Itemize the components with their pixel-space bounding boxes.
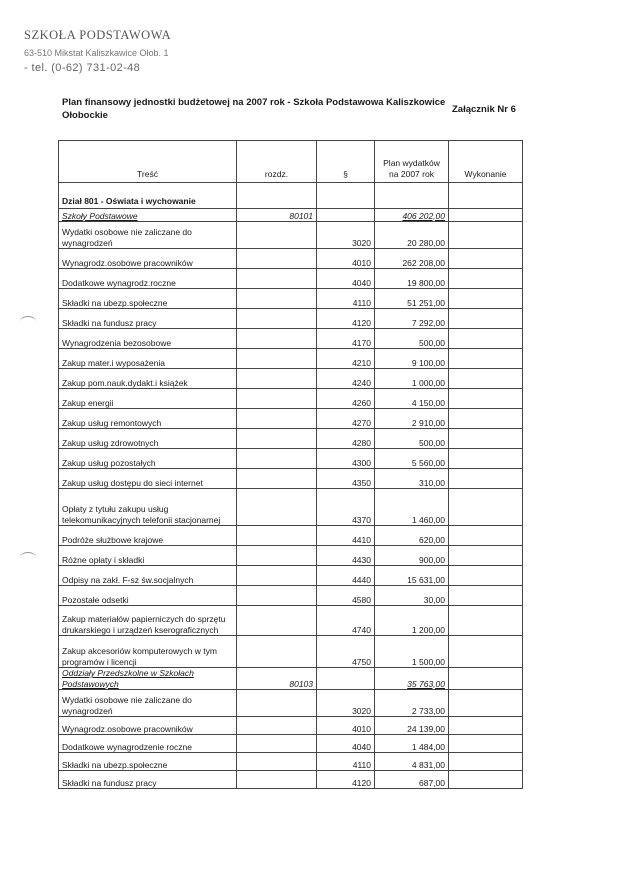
cell-plan-text: 900,00: [419, 554, 445, 565]
cell-rozdz: [237, 289, 317, 309]
cell-paragraf-text: 4350: [352, 477, 371, 488]
cell-paragraf-text: 4750: [352, 656, 371, 667]
school-phone: - tel. (0-62) 731-02-48: [24, 62, 141, 74]
cell-paragraf: [317, 222, 375, 249]
table-row: [59, 289, 523, 309]
annex-label: Załącznik Nr 6: [452, 104, 516, 115]
cell-paragraf-text: 4120: [352, 317, 371, 328]
cell-wykonanie: [449, 222, 523, 249]
cell-tresc-text: Dodatkowe wynagrodzenie roczne: [62, 741, 192, 752]
cell-wykonanie: [449, 209, 523, 222]
cell-wykonanie: [449, 269, 523, 289]
cell-plan: [375, 329, 449, 349]
cell-rozdz: [237, 489, 317, 526]
cell-plan-text: 15 631,00: [407, 574, 445, 585]
cell-plan: [375, 429, 449, 449]
cell-plan: [375, 209, 449, 222]
cell-paragraf-text: 4370: [352, 514, 371, 525]
cell-wykonanie: [449, 389, 523, 409]
cell-tresc: [59, 606, 237, 636]
cell-tresc-text: Składki na ubezp.społeczne: [62, 759, 168, 770]
cell-paragraf: [317, 566, 375, 586]
cell-plan: [375, 249, 449, 269]
cell-wykonanie: [449, 526, 523, 546]
cell-paragraf-text: 3020: [352, 237, 371, 248]
cell-paragraf: [317, 329, 375, 349]
table-row: [59, 329, 523, 349]
cell-wykonanie: [449, 586, 523, 606]
cell-plan-text: 7 292,00: [411, 317, 445, 328]
cell-tresc: [59, 717, 237, 735]
cell-plan: [375, 771, 449, 789]
cell-tresc: [59, 469, 237, 489]
table-row: [59, 369, 523, 389]
cell-plan: [375, 690, 449, 717]
cell-tresc-text: Składki na ubezp.społeczne: [62, 297, 168, 308]
cell-tresc-text: Składki na fundusz pracy: [62, 777, 157, 788]
cell-plan: [375, 369, 449, 389]
cell-plan-text: 30,00: [423, 594, 445, 605]
cell-wykonanie: [449, 690, 523, 717]
cell-plan: [375, 668, 449, 690]
cell-plan-text: 5 560,00: [411, 457, 445, 468]
cell-wykonanie: [449, 469, 523, 489]
cell-paragraf-text: 4260: [352, 397, 371, 408]
table-row: [59, 269, 523, 289]
cell-paragraf: [317, 771, 375, 789]
cell-wykonanie: [449, 369, 523, 389]
cell-plan: [375, 753, 449, 771]
cell-tresc: [59, 209, 237, 222]
cell-rozdz: [237, 526, 317, 546]
cell-rozdz: [237, 369, 317, 389]
budget-table: [58, 140, 523, 789]
cell-tresc-text: Wynagrodz.osobowe pracowników: [62, 257, 193, 268]
cell-wykonanie: [449, 606, 523, 636]
cell-paragraf: [317, 753, 375, 771]
table-row: [59, 429, 523, 449]
cell-plan: [375, 546, 449, 566]
cell-paragraf-text: 4010: [352, 257, 371, 268]
cell-wykonanie: [449, 249, 523, 269]
header-wykonanie: Wykonanie: [449, 141, 523, 183]
cell-tresc: [59, 389, 237, 409]
cell-rozdz: [237, 329, 317, 349]
table-header-row: [59, 141, 523, 183]
table-row: [59, 636, 523, 668]
table-row: [59, 771, 523, 789]
cell-tresc-text: Wynagrodz.osobowe pracowników: [62, 723, 193, 734]
table-row: [59, 606, 523, 636]
cell-rozdz: [237, 449, 317, 469]
cell-tresc: [59, 289, 237, 309]
cell-plan-text: 500,00: [419, 437, 445, 448]
table-row: [59, 469, 523, 489]
cell-wykonanie: [449, 183, 523, 209]
cell-paragraf-text: 4280: [352, 437, 371, 448]
cell-tresc-text: Szkoły Podstawowe: [62, 210, 138, 221]
table-row: [59, 566, 523, 586]
cell-paragraf-text: 4430: [352, 554, 371, 565]
cell-plan: [375, 409, 449, 429]
cell-wykonanie: [449, 489, 523, 526]
cell-tresc: [59, 566, 237, 586]
cell-paragraf: [317, 249, 375, 269]
cell-paragraf-text: 3020: [352, 705, 371, 716]
school-address: 63-510 Mikstat Kaliszkawice Ołob. 1: [24, 48, 169, 58]
cell-wykonanie: [449, 309, 523, 329]
cell-tresc: [59, 636, 237, 668]
cell-paragraf-text: 4240: [352, 377, 371, 388]
cell-rozdz: [237, 586, 317, 606]
cell-wykonanie: [449, 449, 523, 469]
cell-tresc: [59, 249, 237, 269]
school-stamp: [24, 28, 171, 74]
cell-paragraf: [317, 309, 375, 329]
cell-plan: [375, 183, 449, 209]
cell-paragraf-text: 4170: [352, 337, 371, 348]
cell-rozdz: [237, 389, 317, 409]
cell-tresc-text: Zakup usług remontowych: [62, 417, 162, 428]
cell-tresc: [59, 668, 237, 690]
cell-tresc: [59, 735, 237, 753]
cell-rozdz: [237, 606, 317, 636]
punch-mark: [20, 552, 36, 563]
cell-plan-text: 24 139,00: [407, 723, 445, 734]
cell-paragraf: [317, 429, 375, 449]
cell-wykonanie: [449, 735, 523, 753]
cell-paragraf: [317, 289, 375, 309]
cell-tresc-text: Zakup usług zdrowotnych: [62, 437, 159, 448]
cell-paragraf: [317, 183, 375, 209]
cell-paragraf-text: 4110: [352, 759, 371, 770]
cell-tresc-text: Składki na fundusz pracy: [62, 317, 157, 328]
cell-rozdz-text: 80103: [289, 678, 313, 689]
cell-tresc-text: Pozostałe odsetki: [62, 594, 129, 605]
cell-paragraf: [317, 449, 375, 469]
cell-plan: [375, 222, 449, 249]
cell-tresc-text: Zakup mater.i wyposażenia: [62, 357, 165, 368]
cell-plan-text: 2 733,00: [411, 705, 445, 716]
cell-paragraf-text: 4580: [352, 594, 371, 605]
table-row: [59, 249, 523, 269]
cell-tresc-text: Wynagrodzenia bezosobowe: [62, 337, 172, 348]
cell-tresc: [59, 526, 237, 546]
table-row: [59, 753, 523, 771]
table-row: [59, 349, 523, 369]
cell-tresc: [59, 349, 237, 369]
table-row: [59, 586, 523, 606]
chapter-row: [59, 209, 523, 222]
cell-plan: [375, 389, 449, 409]
cell-plan: [375, 566, 449, 586]
cell-paragraf: [317, 586, 375, 606]
cell-paragraf: [317, 735, 375, 753]
cell-paragraf: [317, 636, 375, 668]
cell-paragraf: [317, 409, 375, 429]
cell-paragraf-text: 4210: [352, 357, 371, 368]
cell-rozdz: [237, 409, 317, 429]
cell-tresc-text: Zakup usług dostępu do sieci internet: [62, 477, 203, 488]
cell-paragraf: [317, 526, 375, 546]
cell-paragraf-text: 4410: [352, 534, 371, 545]
table-row: [59, 735, 523, 753]
cell-paragraf-text: 4740: [352, 624, 371, 635]
cell-tresc-text: Opłaty z tytułu zakupu usług telekomunikacyjnych telefonii stacjonarnej: [62, 504, 221, 525]
cell-wykonanie: [449, 546, 523, 566]
cell-paragraf-text: 4120: [352, 777, 371, 788]
cell-tresc-text: Zakup pom.nauk.dydakt.i książek: [62, 377, 188, 388]
chapter-row: [59, 668, 523, 690]
cell-tresc: [59, 369, 237, 389]
cell-wykonanie: [449, 409, 523, 429]
cell-tresc: [59, 183, 237, 209]
cell-plan-text: 406 202,00: [402, 210, 445, 221]
punch-mark: [20, 316, 36, 327]
cell-tresc: [59, 269, 237, 289]
cell-paragraf-text: 4440: [352, 574, 371, 585]
cell-plan-text: 9 100,00: [411, 357, 445, 368]
cell-wykonanie: [449, 771, 523, 789]
cell-tresc-text: Zakup materiałów papierniczych do sprzętu drukarskiego i urządzeń kserograficznych: [62, 614, 226, 635]
cell-paragraf-text: 4110: [352, 297, 371, 308]
document-title: Plan finansowy jednostki budżetowej na 2007 rok - Szkoła Podstawowa Kaliszkowice Ołobockie: [62, 97, 446, 121]
cell-rozdz: [237, 668, 317, 690]
cell-paragraf: [317, 389, 375, 409]
cell-plan-text: 1 500,00: [411, 656, 445, 667]
cell-tresc: [59, 771, 237, 789]
cell-plan-text: 20 280,00: [407, 237, 445, 248]
cell-tresc-text: Odpisy na zakł. F-sz św.socjalnych: [62, 574, 194, 585]
cell-plan-text: 4 831,00: [411, 759, 445, 770]
cell-rozdz: [237, 222, 317, 249]
cell-wykonanie: [449, 717, 523, 735]
cell-plan: [375, 526, 449, 546]
table-row: [59, 222, 523, 249]
cell-wykonanie: [449, 289, 523, 309]
header-rozdz: rozdz.: [237, 141, 317, 183]
cell-tresc: [59, 329, 237, 349]
cell-paragraf: [317, 369, 375, 389]
table-row: [59, 449, 523, 469]
table-row: [59, 309, 523, 329]
cell-tresc: [59, 309, 237, 329]
cell-rozdz: [237, 269, 317, 289]
cell-wykonanie: [449, 329, 523, 349]
cell-tresc-text: Zakup akcesoriów komputerowych w tym programów i licencji: [62, 646, 217, 667]
cell-rozdz: [237, 753, 317, 771]
cell-paragraf: [317, 269, 375, 289]
cell-rozdz: [237, 735, 317, 753]
cell-rozdz: [237, 469, 317, 489]
cell-tresc-text: Oddziały Przedszkolne w Szkołach Podstawowych: [62, 668, 194, 689]
cell-plan-text: 51 251,00: [407, 297, 445, 308]
cell-rozdz: [237, 429, 317, 449]
cell-tresc-text: Zakup energii: [62, 397, 114, 408]
section-row: [59, 183, 523, 209]
cell-plan-text: 500,00: [419, 337, 445, 348]
cell-tresc-text: Wydatki osobowe nie zaliczane do wynagrodzeń: [62, 695, 192, 716]
cell-rozdz: [237, 717, 317, 735]
cell-tresc: [59, 429, 237, 449]
cell-paragraf-text: 4270: [352, 417, 371, 428]
cell-rozdz: [237, 183, 317, 209]
cell-rozdz: [237, 349, 317, 369]
cell-plan: [375, 289, 449, 309]
cell-plan: [375, 449, 449, 469]
cell-rozdz: [237, 771, 317, 789]
cell-plan-text: 35 763,00: [407, 678, 445, 689]
cell-tresc: [59, 409, 237, 429]
cell-paragraf: [317, 606, 375, 636]
cell-tresc-text: Wydatki osobowe nie zaliczane do wynagrodzeń: [62, 227, 192, 248]
cell-rozdz: [237, 566, 317, 586]
cell-rozdz: [237, 309, 317, 329]
cell-plan-text: 310,00: [419, 477, 445, 488]
cell-plan-text: 262 208,00: [402, 257, 445, 268]
cell-paragraf: [317, 209, 375, 222]
cell-paragraf-text: 4040: [352, 277, 371, 288]
table-row: [59, 409, 523, 429]
cell-plan-text: 687,00: [419, 777, 445, 788]
cell-paragraf: [317, 546, 375, 566]
table-row: [59, 546, 523, 566]
cell-plan-text: 1 200,00: [411, 624, 445, 635]
cell-plan-text: 2 910,00: [411, 417, 445, 428]
cell-wykonanie: [449, 753, 523, 771]
cell-tresc: [59, 489, 237, 526]
cell-paragraf-text: 4010: [352, 723, 371, 734]
school-name: SZKOŁA PODSTAWOWA: [24, 28, 172, 42]
cell-paragraf: [317, 690, 375, 717]
cell-paragraf-text: 4040: [352, 741, 371, 752]
cell-paragraf: [317, 668, 375, 690]
cell-wykonanie: [449, 429, 523, 449]
cell-plan: [375, 269, 449, 289]
cell-tresc: [59, 690, 237, 717]
cell-tresc-text: Różne opłaty i składki: [62, 554, 145, 565]
table-row: [59, 389, 523, 409]
cell-wykonanie: [449, 636, 523, 668]
cell-tresc-text: Zakup usług pozostałych: [62, 457, 156, 468]
cell-paragraf: [317, 469, 375, 489]
cell-paragraf-text: 4300: [352, 457, 371, 468]
cell-plan: [375, 309, 449, 329]
cell-tresc: [59, 546, 237, 566]
cell-tresc-text: Dodatkowe wynagrodz.roczne: [62, 277, 176, 288]
cell-rozdz-text: 80101: [289, 210, 313, 221]
cell-plan: [375, 606, 449, 636]
table-row: [59, 690, 523, 717]
cell-tresc: [59, 449, 237, 469]
cell-wykonanie: [449, 566, 523, 586]
table-row: [59, 526, 523, 546]
cell-tresc-text: Podróże służbowe krajowe: [62, 534, 164, 545]
cell-paragraf: [317, 349, 375, 369]
cell-tresc: [59, 586, 237, 606]
cell-paragraf: [317, 489, 375, 526]
cell-plan: [375, 586, 449, 606]
cell-wykonanie: [449, 668, 523, 690]
cell-plan: [375, 469, 449, 489]
cell-rozdz: [237, 546, 317, 566]
table-row: [59, 717, 523, 735]
cell-plan-text: 1 484,00: [411, 741, 445, 752]
cell-rozdz: [237, 209, 317, 222]
table-row: [59, 489, 523, 526]
header-tresc: Treść: [59, 141, 237, 183]
cell-plan: [375, 349, 449, 369]
cell-tresc: [59, 753, 237, 771]
cell-plan-text: 1 460,00: [411, 514, 445, 525]
cell-plan-text: 4 150,00: [411, 397, 445, 408]
cell-plan-text: 620,00: [419, 534, 445, 545]
header-paragraf: §: [317, 141, 375, 183]
cell-plan: [375, 735, 449, 753]
cell-rozdz: [237, 636, 317, 668]
cell-plan: [375, 489, 449, 526]
cell-rozdz: [237, 249, 317, 269]
cell-tresc: [59, 222, 237, 249]
cell-paragraf: [317, 717, 375, 735]
cell-plan: [375, 636, 449, 668]
cell-tresc-text: Dział 801 - Oświata i wychowanie: [62, 195, 196, 206]
header-plan: Plan wydatków na 2007 rok: [375, 141, 449, 183]
cell-wykonanie: [449, 349, 523, 369]
cell-plan-text: 19 800,00: [407, 277, 445, 288]
cell-rozdz: [237, 690, 317, 717]
cell-plan-text: 1 000,00: [411, 377, 445, 388]
cell-plan: [375, 717, 449, 735]
